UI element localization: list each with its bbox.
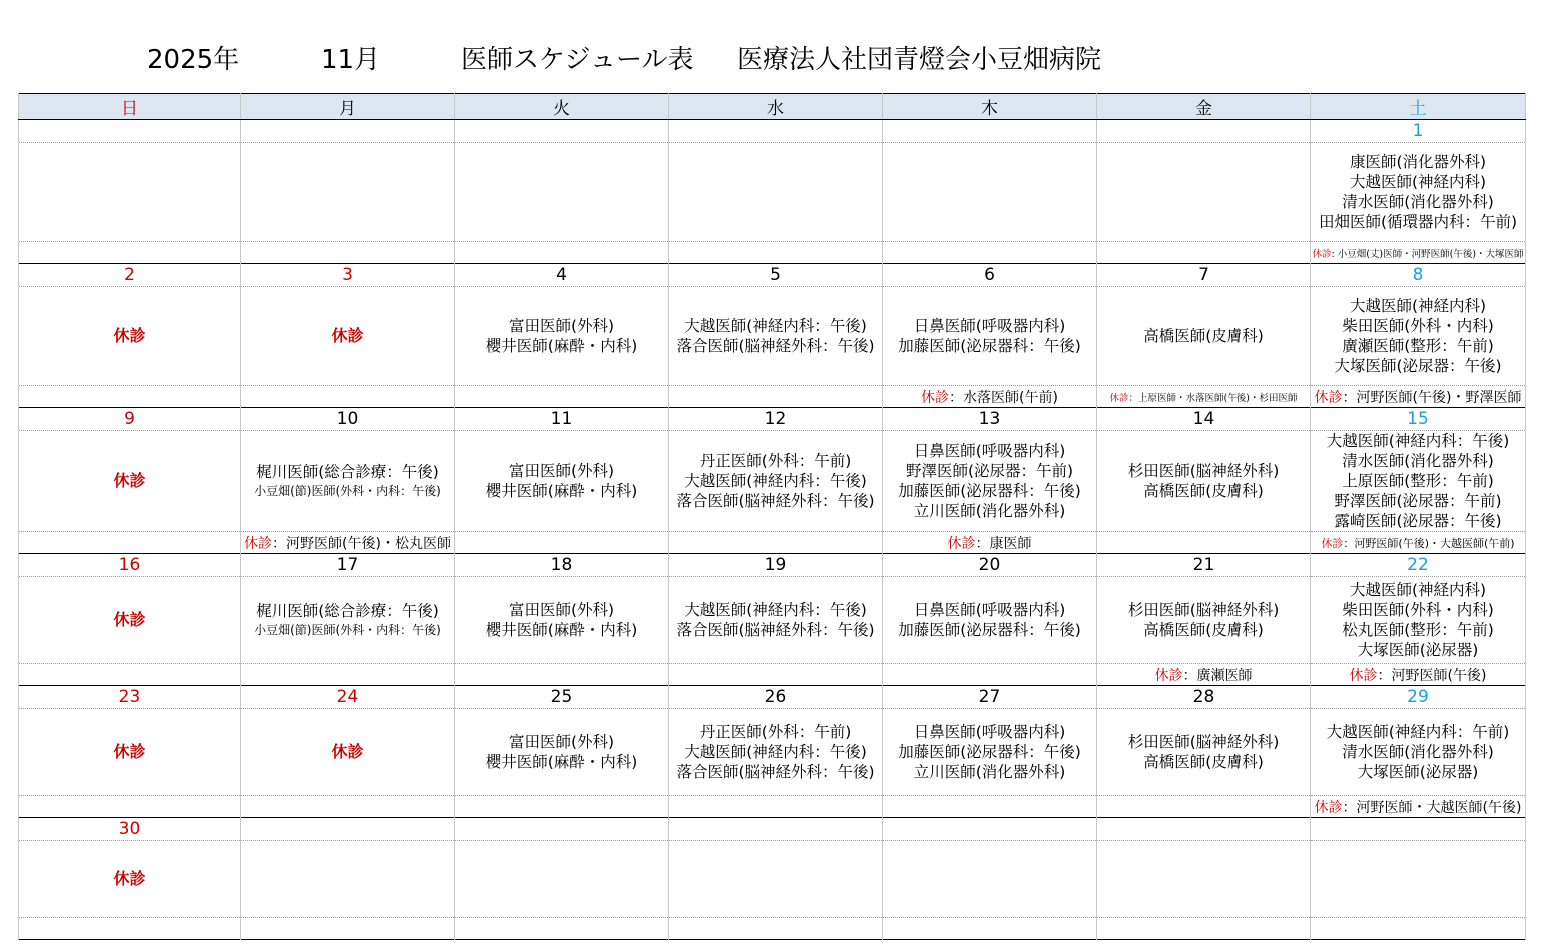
day-schedule-cell	[1311, 841, 1526, 918]
day-schedule-cell	[455, 431, 669, 532]
day-schedule-cell	[669, 431, 883, 532]
day-number: 7	[1097, 264, 1311, 287]
day-schedule-cell	[1097, 143, 1311, 242]
day-number: 12	[669, 408, 883, 431]
weekday-thursday: 木	[883, 94, 1097, 120]
week-date-row	[19, 120, 1526, 143]
closure-note	[19, 664, 241, 686]
doctor-entry: 野澤医師(泌尿器：午前)	[905, 462, 1074, 480]
weekday-saturday: 土	[1311, 94, 1526, 120]
closure-keyword: 休診	[947, 535, 976, 552]
closure-note	[883, 796, 1097, 818]
doctor-entry: 落合医師(脳神経外科：午後)	[676, 621, 875, 639]
doctor-entry: 加藤医師(泌尿器科：午後)	[898, 621, 1081, 639]
closure-note	[241, 796, 455, 818]
doctor-entry: 立川医師(消化器外科)	[913, 763, 1066, 781]
day-schedule-cell	[1311, 431, 1526, 532]
doctor-entry: 大塚医師(泌尿器)	[1357, 641, 1479, 659]
closure-note	[241, 532, 455, 554]
day-schedule-cell	[1311, 143, 1526, 242]
day-number: 30	[19, 818, 241, 841]
closure-note	[241, 664, 455, 686]
week-doctor-row	[19, 287, 1526, 386]
day-schedule-cell	[669, 709, 883, 796]
title-hospital: 医療法人社団青燈会小豆畑病院	[737, 45, 1102, 75]
closure-note	[1311, 532, 1526, 554]
week-closure-note-row	[19, 918, 1526, 940]
closure-note	[241, 242, 455, 264]
day-number	[455, 818, 669, 841]
day-number: 9	[19, 408, 241, 431]
day-number: 4	[455, 264, 669, 287]
day-number: 13	[883, 408, 1097, 431]
week-doctor-row	[19, 709, 1526, 796]
doctor-entry: 落合医師(脳神経外科：午後)	[676, 763, 875, 781]
day-schedule-cell	[19, 841, 241, 918]
day-number	[241, 818, 455, 841]
day-number: 1	[1311, 120, 1526, 143]
week-date-row	[19, 408, 1526, 431]
day-number: 18	[455, 554, 669, 577]
title-main: 医師スケジュール表	[461, 45, 694, 75]
closure-note	[1311, 664, 1526, 686]
week-doctor-row	[19, 841, 1526, 918]
day-number: 3	[241, 264, 455, 287]
closure-doctors: ：河野医師・大越医師(午後)	[1342, 799, 1522, 816]
closure-keyword: 休診	[1154, 667, 1183, 684]
day-number: 21	[1097, 554, 1311, 577]
week-date-row	[19, 686, 1526, 709]
closure-note	[1097, 532, 1311, 554]
day-number: 10	[241, 408, 455, 431]
day-number: 22	[1311, 554, 1526, 577]
day-number: 15	[1311, 408, 1526, 431]
week-doctor-row	[19, 143, 1526, 242]
day-number	[19, 120, 241, 143]
closure-note	[669, 532, 883, 554]
day-number: 26	[669, 686, 883, 709]
week-date-row	[19, 818, 1526, 841]
doctor-entry: 立川医師(消化器外科)	[913, 502, 1066, 520]
closed-label: 休診	[113, 326, 146, 345]
week-doctor-row	[19, 431, 1526, 532]
doctor-entry: 康医師(消化器外科)	[1349, 153, 1487, 171]
closure-note	[19, 386, 241, 408]
doctor-entry: 櫻井医師(麻酔・内科)	[485, 753, 638, 771]
closure-note	[1311, 918, 1526, 940]
doctor-entry: 落合医師(脳神経外科：午後)	[676, 337, 875, 355]
closure-doctors: ：河野医師(午後)・野澤医師	[1342, 389, 1522, 406]
closure-keyword: 休診	[1321, 536, 1344, 550]
day-schedule-cell	[883, 431, 1097, 532]
day-schedule-cell	[455, 143, 669, 242]
day-number: 14	[1097, 408, 1311, 431]
closure-note	[241, 918, 455, 940]
day-schedule-cell	[241, 577, 455, 664]
day-schedule-cell	[19, 709, 241, 796]
day-schedule-cell	[883, 287, 1097, 386]
closure-note	[669, 242, 883, 264]
day-schedule-cell	[241, 841, 455, 918]
day-schedule-cell	[669, 143, 883, 242]
closure-note	[455, 918, 669, 940]
doctor-entry: 大越医師(神経内科：午後)	[684, 601, 867, 619]
closed-label: 休診	[113, 869, 146, 888]
day-schedule-cell	[669, 287, 883, 386]
day-schedule-cell	[1311, 709, 1526, 796]
day-number	[1097, 120, 1311, 143]
closure-note	[19, 796, 241, 818]
doctor-entry: 富田医師(外科)	[508, 733, 615, 751]
doctor-entry: 梶川医師(総合診療：午後)	[256, 463, 439, 481]
closed-label: 休診	[113, 610, 146, 629]
doctor-entry: 柴田医師(外科・内科)	[1342, 317, 1494, 335]
day-schedule-cell	[883, 709, 1097, 796]
day-schedule-cell	[455, 709, 669, 796]
day-number	[883, 818, 1097, 841]
day-schedule-cell	[455, 841, 669, 918]
doctor-entry: 櫻井医師(麻酔・内科)	[485, 482, 638, 500]
doctor-entry: 大塚医師(泌尿器：午後)	[1334, 357, 1502, 375]
day-number: 5	[669, 264, 883, 287]
week-closure-note-row	[19, 532, 1526, 554]
doctor-entry: 野澤医師(泌尿器：午前)	[1334, 492, 1502, 510]
closure-note	[19, 242, 241, 264]
day-schedule-cell	[883, 841, 1097, 918]
schedule-calendar	[18, 93, 1526, 940]
closure-note	[1097, 796, 1311, 818]
day-schedule-cell	[1311, 287, 1526, 386]
doctor-entry: 梶川医師(総合診療：午後)	[256, 602, 439, 620]
day-number: 6	[883, 264, 1097, 287]
day-number: 2	[19, 264, 241, 287]
doctor-entry: 日鼻医師(呼吸器内科)	[913, 723, 1066, 741]
closure-note	[1097, 386, 1311, 408]
week-closure-note-row	[19, 664, 1526, 686]
day-schedule-cell	[455, 287, 669, 386]
closure-note	[19, 532, 241, 554]
day-schedule-cell	[1097, 841, 1311, 918]
closure-note	[1311, 242, 1526, 264]
closure-keyword: 休診	[1314, 389, 1343, 406]
doctor-entry: 廣瀬医師(整形：午前)	[1342, 337, 1494, 355]
closure-doctors: ：水落医師(午前)	[949, 389, 1058, 406]
closure-note	[883, 532, 1097, 554]
closed-label: 休診	[113, 742, 146, 761]
doctor-entry: 上原医師(整形：午前)	[1342, 472, 1494, 490]
doctor-entry: 櫻井医師(麻酔・内科)	[485, 337, 638, 355]
closure-keyword: 休診	[244, 535, 273, 552]
day-number: 8	[1311, 264, 1526, 287]
doctor-entry: 杉田医師(脳神経外科)	[1127, 601, 1280, 619]
day-number	[455, 120, 669, 143]
doctor-entry: 大越医師(神経内科：午後)	[684, 472, 867, 490]
closure-doctors: ：河野医師(午後)・大越医師(午前)	[1343, 536, 1515, 550]
closure-keyword: 休診	[1109, 392, 1129, 404]
day-number	[1097, 818, 1311, 841]
doctor-entry: 落合医師(脳神経外科：午後)	[676, 492, 875, 510]
closure-note	[19, 918, 241, 940]
closure-doctors: ：河野医師(午後)・松丸医師	[272, 535, 451, 552]
doctor-entry: 小豆畑(節)医師(外科・内科：午後)	[254, 484, 441, 498]
doctor-entry: 加藤医師(泌尿器科：午後)	[898, 337, 1081, 355]
day-number: 28	[1097, 686, 1311, 709]
day-schedule-cell	[669, 577, 883, 664]
closure-note	[883, 242, 1097, 264]
day-schedule-cell	[1097, 577, 1311, 664]
day-number: 16	[19, 554, 241, 577]
day-number: 27	[883, 686, 1097, 709]
closed-label: 休診	[331, 326, 364, 345]
doctor-entry: 田畑医師(循環器内科：午前)	[1318, 213, 1518, 231]
closure-doctors: : 小豆畑(丈)医師・河野医師(午後)・大塚医師	[1331, 248, 1524, 260]
doctor-entry: 櫻井医師(麻酔・内科)	[485, 621, 638, 639]
closure-note	[883, 918, 1097, 940]
day-number	[241, 120, 455, 143]
day-schedule-cell	[19, 143, 241, 242]
day-schedule-cell	[1097, 709, 1311, 796]
doctor-entry: 高橋医師(皮膚科)	[1143, 753, 1264, 771]
day-schedule-cell	[19, 577, 241, 664]
doctor-entry: 日鼻医師(呼吸器内科)	[913, 442, 1066, 460]
day-schedule-cell	[669, 841, 883, 918]
day-schedule-cell	[883, 577, 1097, 664]
day-schedule-cell	[883, 143, 1097, 242]
closure-keyword: 休診	[1349, 667, 1378, 684]
doctor-entry: 加藤医師(泌尿器科：午後)	[898, 482, 1081, 500]
day-schedule-cell	[241, 143, 455, 242]
day-number: 23	[19, 686, 241, 709]
doctor-entry: 杉田医師(脳神経外科)	[1127, 462, 1280, 480]
day-number: 17	[241, 554, 455, 577]
doctor-entry: 富田医師(外科)	[508, 317, 615, 335]
day-schedule-cell	[1311, 577, 1526, 664]
closed-label: 休診	[113, 471, 146, 490]
week-closure-note-row	[19, 796, 1526, 818]
doctor-entry: 高橋医師(皮膚科)	[1143, 327, 1264, 345]
doctor-entry: 杉田医師(脳神経外科)	[1127, 733, 1280, 751]
doctor-entry: 大越医師(神経内科：午前)	[1326, 723, 1510, 741]
closure-note	[669, 386, 883, 408]
day-number: 20	[883, 554, 1097, 577]
week-closure-note-row	[19, 386, 1526, 408]
doctor-entry: 清水医師(消化器外科)	[1342, 743, 1494, 761]
closure-note	[669, 918, 883, 940]
closure-note	[455, 386, 669, 408]
schedule-title	[0, 40, 1545, 80]
closure-keyword: 休診	[1314, 799, 1343, 816]
week-closure-note-row	[19, 242, 1526, 264]
closure-note	[883, 664, 1097, 686]
day-number	[1311, 818, 1526, 841]
closed-label: 休診	[331, 742, 364, 761]
closure-doctors: ：康医師	[975, 535, 1032, 552]
doctor-entry: 清水医師(消化器外科)	[1342, 452, 1494, 470]
week-doctor-row	[19, 577, 1526, 664]
day-number: 29	[1311, 686, 1526, 709]
day-number: 24	[241, 686, 455, 709]
closure-doctors: ：河野医師(午後)	[1377, 667, 1487, 684]
closure-note	[455, 242, 669, 264]
day-number: 19	[669, 554, 883, 577]
doctor-entry: 大越医師(神経内科)	[1349, 581, 1487, 599]
doctor-entry: 小豆畑(節)医師(外科・内科：午後)	[254, 623, 441, 637]
doctor-entry: 大塚医師(泌尿器)	[1357, 763, 1479, 781]
doctor-entry: 丹正医師(外科：午前)	[699, 723, 852, 741]
closure-doctors: ：廣瀬医師	[1182, 667, 1253, 684]
closure-note	[1097, 918, 1311, 940]
doctor-entry: 大越医師(神経内科)	[1349, 173, 1487, 191]
doctor-entry: 大越医師(神経内科)	[1349, 297, 1487, 315]
doctor-entry: 大越医師(神経内科：午後)	[1326, 432, 1510, 450]
day-number	[669, 120, 883, 143]
day-schedule-cell	[1097, 431, 1311, 532]
closure-doctors: ：上原医師・水落医師(午後)・杉田医師	[1128, 392, 1298, 404]
day-schedule-cell	[241, 709, 455, 796]
title-year: 2025年	[147, 45, 240, 75]
doctor-entry: 日鼻医師(呼吸器内科)	[913, 317, 1066, 335]
closure-note	[455, 664, 669, 686]
closure-note	[241, 386, 455, 408]
title-month: 11月	[321, 45, 381, 75]
day-number: 11	[455, 408, 669, 431]
day-schedule-cell	[455, 577, 669, 664]
day-schedule-cell	[241, 287, 455, 386]
closure-note	[669, 664, 883, 686]
weekday-friday: 金	[1097, 94, 1311, 120]
week-date-row	[19, 264, 1526, 287]
closure-note	[455, 796, 669, 818]
closure-note	[1097, 664, 1311, 686]
doctor-entry: 大越医師(神経内科：午後)	[684, 317, 867, 335]
doctor-entry: 露崎医師(泌尿器：午後)	[1334, 512, 1502, 530]
doctor-entry: 柴田医師(外科・内科)	[1342, 601, 1494, 619]
closure-note	[669, 796, 883, 818]
day-number: 25	[455, 686, 669, 709]
closure-keyword: 休診	[921, 389, 950, 406]
closure-note	[883, 386, 1097, 408]
closure-note	[1097, 242, 1311, 264]
doctor-entry: 日鼻医師(呼吸器内科)	[913, 601, 1066, 619]
doctor-entry: 松丸医師(整形：午前)	[1342, 621, 1494, 639]
doctor-entry: 清水医師(消化器外科)	[1342, 193, 1494, 211]
doctor-entry: 高橋医師(皮膚科)	[1143, 482, 1264, 500]
calendar-body	[19, 120, 1526, 940]
doctor-entry: 加藤医師(泌尿器科：午後)	[898, 743, 1081, 761]
weekday-tuesday: 火	[455, 94, 669, 120]
closure-note	[1311, 796, 1526, 818]
closure-note	[455, 532, 669, 554]
weekday-sunday: 日	[19, 94, 241, 120]
doctor-entry: 富田医師(外科)	[508, 462, 615, 480]
doctor-entry: 富田医師(外科)	[508, 601, 615, 619]
doctor-entry: 高橋医師(皮膚科)	[1143, 621, 1264, 639]
weekday-wednesday: 水	[669, 94, 883, 120]
day-number	[883, 120, 1097, 143]
day-schedule-cell	[241, 431, 455, 532]
day-schedule-cell	[19, 287, 241, 386]
day-schedule-cell	[1097, 287, 1311, 386]
closure-keyword: 休診	[1312, 248, 1332, 260]
day-number	[669, 818, 883, 841]
weekday-monday: 月	[241, 94, 455, 120]
week-date-row	[19, 554, 1526, 577]
day-schedule-cell	[19, 431, 241, 532]
doctor-entry: 大越医師(神経内科：午後)	[684, 743, 867, 761]
weekday-header-row	[19, 94, 1526, 120]
doctor-entry: 丹正医師(外科：午前)	[699, 452, 852, 470]
closure-note	[1311, 386, 1526, 408]
